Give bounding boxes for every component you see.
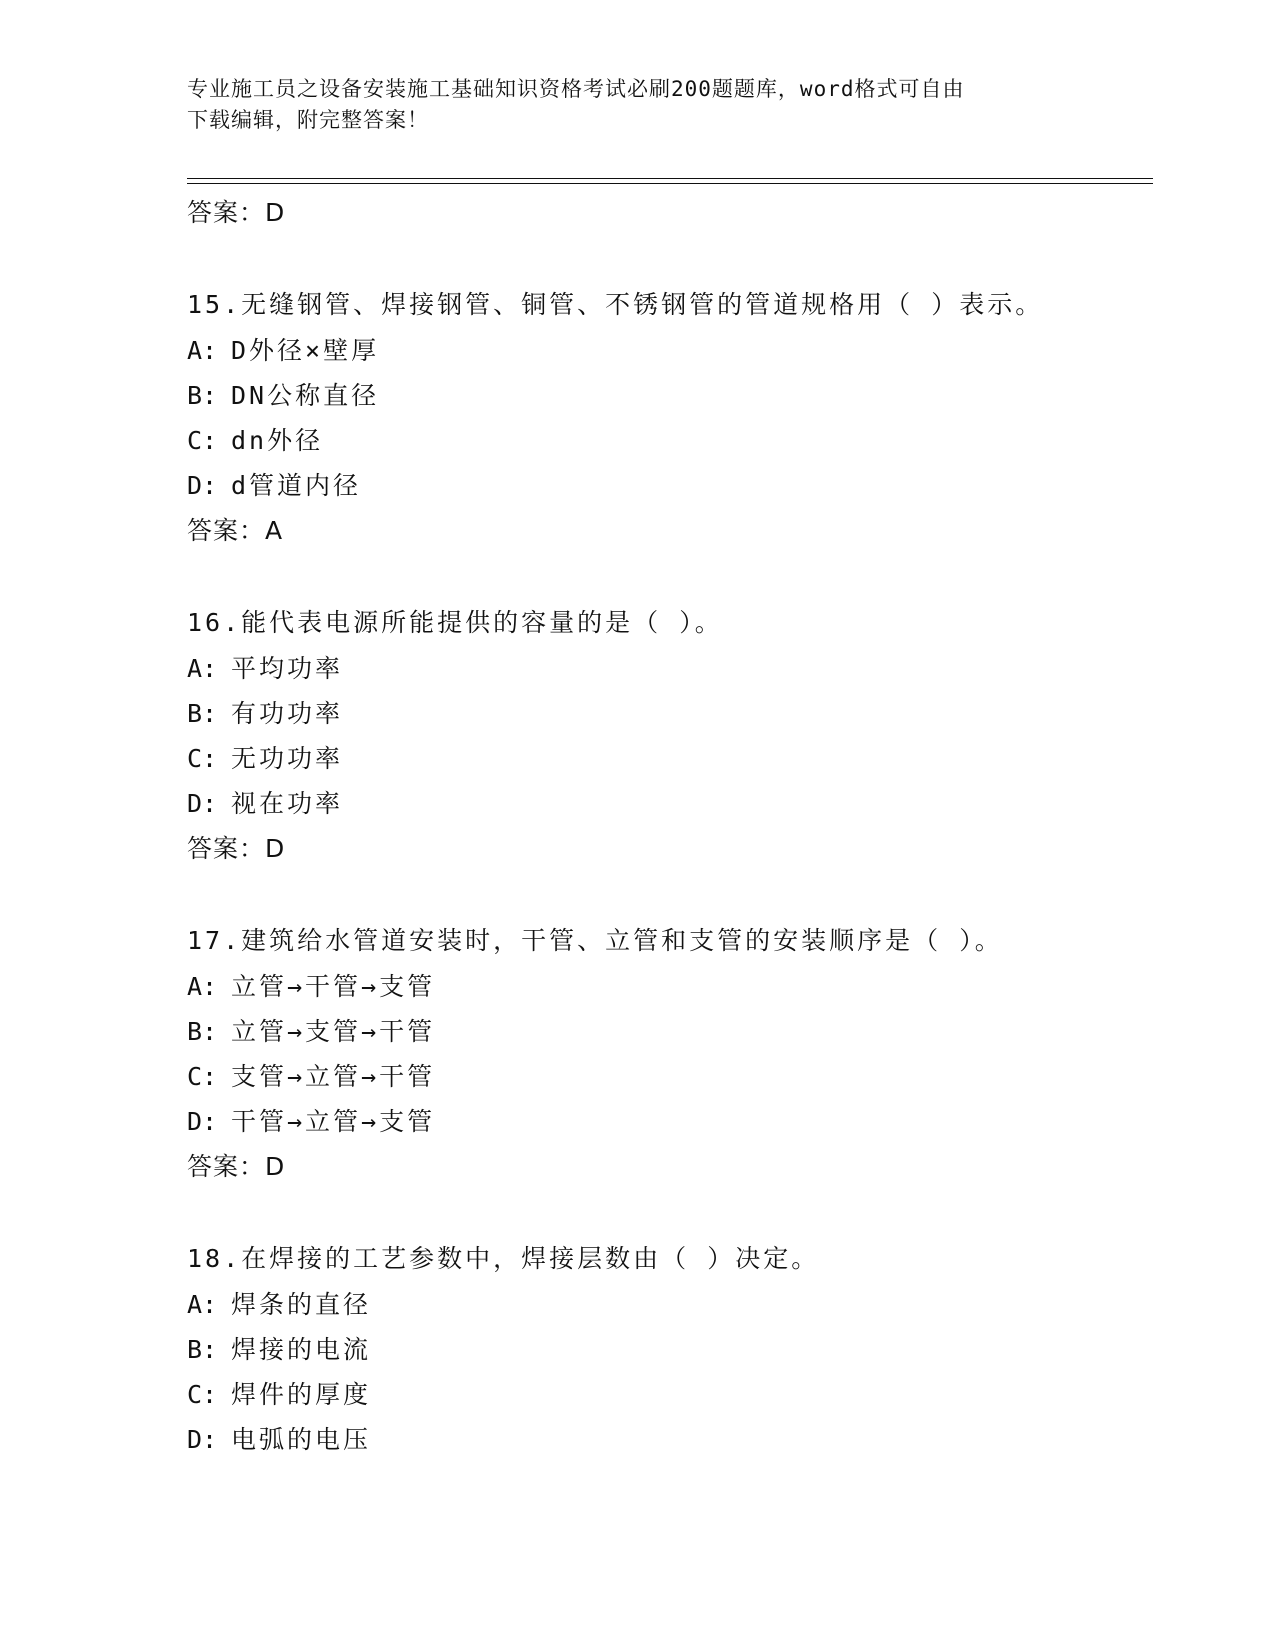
header-divider-top <box>187 178 1153 179</box>
option-text: 平均功率 <box>231 654 344 683</box>
question-text: 18.在焊接的工艺参数中，焊接层数由（ ）决定。 <box>187 1244 820 1273</box>
question-text: 16.能代表电源所能提供的容量的是（ ）。 <box>187 608 723 637</box>
option-text: 视在功率 <box>231 789 344 818</box>
answer-label: 答案： <box>187 516 266 545</box>
answer-line <box>187 190 1153 235</box>
option-d <box>187 1099 1153 1144</box>
option-text: d管道内径 <box>231 471 362 500</box>
option-text: 焊条的直径 <box>231 1290 372 1319</box>
option-b <box>187 373 1153 418</box>
option-c <box>187 736 1153 781</box>
option-c <box>187 1372 1153 1417</box>
option-a <box>187 646 1153 691</box>
option-key: C: <box>187 1062 218 1091</box>
option-key: B: <box>187 381 218 410</box>
option-a <box>187 964 1153 1009</box>
question-text: 15.无缝钢管、焊接钢管、铜管、不锈钢管的管道规格用（ ）表示。 <box>187 290 1044 319</box>
header-divider-bottom <box>187 183 1153 184</box>
option-key: A: <box>187 654 218 683</box>
answer-label: 答案： <box>187 198 266 227</box>
option-key: C: <box>187 426 218 455</box>
answer-value: D <box>265 834 286 863</box>
option-text: 立管→支管→干管 <box>231 1017 436 1046</box>
option-d <box>187 463 1153 508</box>
option-key: B: <box>187 1335 218 1364</box>
answer-line <box>187 508 1153 553</box>
option-b <box>187 691 1153 736</box>
option-c <box>187 1054 1153 1099</box>
option-d <box>187 781 1153 826</box>
answer-label: 答案： <box>187 1152 266 1181</box>
option-key: C: <box>187 1380 218 1409</box>
question-list <box>187 190 1153 1462</box>
option-text: 支管→立管→干管 <box>231 1062 436 1091</box>
option-text: dn外径 <box>231 426 324 455</box>
option-key: A: <box>187 336 218 365</box>
option-key: D: <box>187 471 218 500</box>
answer-value: D <box>265 198 286 227</box>
question-text: 17.建筑给水管道安装时，干管、立管和支管的安装顺序是（ ）。 <box>187 926 1003 955</box>
header-line-1: 专业施工员之设备安装施工基础知识资格考试必刷200题题库，word格式可自由 <box>187 77 965 101</box>
option-text: 无功功率 <box>231 744 344 773</box>
option-text: DN公称直径 <box>231 381 380 410</box>
option-key: A: <box>187 1290 218 1319</box>
header-line-2: 下载编辑，附完整答案！ <box>187 108 429 132</box>
option-b <box>187 1009 1153 1054</box>
option-text: 电弧的电压 <box>231 1425 372 1454</box>
answer-value: A <box>265 516 284 545</box>
document-header <box>187 74 1087 136</box>
option-text: 焊接的电流 <box>231 1335 372 1364</box>
option-text: 干管→立管→支管 <box>231 1107 436 1136</box>
option-key: D: <box>187 1425 218 1454</box>
option-d <box>187 1417 1153 1462</box>
option-text: 立管→干管→支管 <box>231 972 436 1001</box>
option-key: B: <box>187 1017 218 1046</box>
option-text: 有功功率 <box>231 699 344 728</box>
option-b <box>187 1327 1153 1372</box>
option-a <box>187 1282 1153 1327</box>
option-c <box>187 418 1153 463</box>
option-text: D外径×壁厚 <box>231 336 380 365</box>
option-a <box>187 328 1153 373</box>
option-key: B: <box>187 699 218 728</box>
option-text: 焊件的厚度 <box>231 1380 372 1409</box>
option-key: C: <box>187 744 218 773</box>
option-key: A: <box>187 972 218 1001</box>
option-key: D: <box>187 789 218 818</box>
answer-line <box>187 1144 1153 1189</box>
answer-line <box>187 826 1153 871</box>
answer-label: 答案： <box>187 834 266 863</box>
answer-value: D <box>265 1152 286 1181</box>
option-key: D: <box>187 1107 218 1136</box>
